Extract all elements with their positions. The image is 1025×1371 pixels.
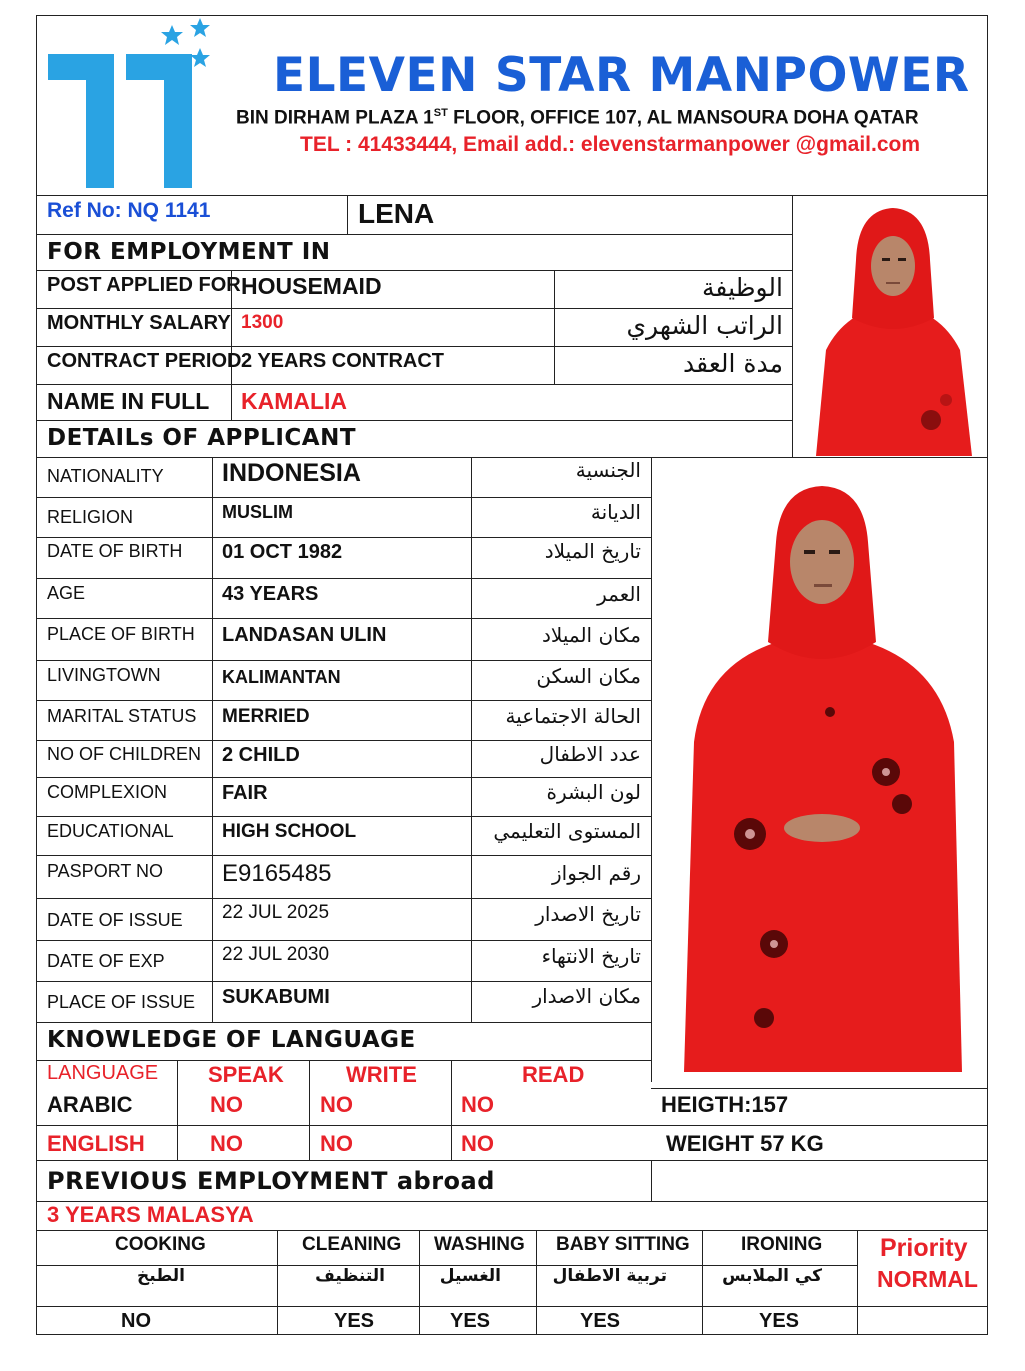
post-applied-label: POST APPLIED FOR	[47, 274, 241, 296]
previous-employment-value: 3 YEARS MALASYA	[47, 1202, 254, 1227]
skill-washing-value: YES	[450, 1310, 491, 1332]
full-name-label: NAME IN FULL	[47, 388, 210, 414]
language-heading: KNOWLEDGE OF LANGUAGE	[47, 1027, 416, 1053]
previous-employment-heading: PREVIOUS EMPLOYMENT abroad	[47, 1167, 495, 1195]
detail-arabic: مكان السكن	[536, 664, 641, 688]
speak-col-header: SPEAK	[208, 1062, 284, 1087]
detail-label: NO OF CHILDREN	[47, 744, 202, 764]
skill-cleaning-value: YES	[334, 1310, 375, 1332]
detail-arabic: الجنسية	[575, 458, 641, 482]
detail-value: E9165485	[222, 860, 332, 887]
detail-value: MERRIED	[222, 706, 310, 727]
skill-ironing-label: IRONING	[741, 1234, 823, 1255]
company-address	[236, 108, 919, 127]
detail-label: DATE OF BIRTH	[47, 541, 183, 561]
detail-value: HIGH SCHOOL	[222, 821, 357, 842]
applicant-short-name: LENA	[358, 198, 435, 229]
skill-cooking-value: NO	[121, 1310, 151, 1332]
post-applied-arabic: الوظيفة	[702, 273, 783, 302]
detail-label: AGE	[47, 583, 86, 603]
write-col-header: WRITE	[346, 1062, 417, 1087]
detail-label: EDUCATIONAL	[47, 821, 174, 841]
post-applied-value: HOUSEMAID	[241, 273, 382, 299]
skill-ironing-arabic: كي الملابس	[722, 1266, 822, 1286]
detail-value: KALIMANTAN	[222, 667, 341, 687]
contract-period-value: 2 YEARS CONTRACT	[241, 350, 444, 372]
detail-arabic: تاريخ الاصدار	[535, 902, 641, 926]
priority-value: NORMAL	[877, 1266, 978, 1292]
read-col-header: READ	[522, 1062, 585, 1087]
monthly-salary-arabic: الراتب الشهري	[626, 311, 783, 340]
contract-period-label: CONTRACT PERIOD	[47, 350, 242, 372]
arabic-speak: NO	[210, 1092, 243, 1117]
detail-arabic: المستوى التعليمي	[493, 819, 641, 843]
detail-value: 22 JUL 2030	[222, 944, 330, 965]
arabic-write: NO	[320, 1092, 353, 1117]
detail-label: MARITAL STATUS	[47, 706, 197, 726]
detail-value: FAIR	[222, 782, 268, 804]
detail-arabic: العمر	[597, 582, 641, 606]
skill-babysitting-label: BABY SITTING	[556, 1234, 690, 1255]
weight-value: WEIGHT 57 KG	[666, 1131, 824, 1156]
applicant-full-photo	[664, 462, 980, 1072]
detail-label: RELIGION	[47, 507, 134, 527]
detail-value: 43 YEARS	[222, 583, 319, 605]
detail-arabic: تاريخ الميلاد	[544, 539, 641, 563]
detail-arabic: مكان الميلاد	[542, 623, 641, 647]
skill-cleaning-label: CLEANING	[302, 1234, 402, 1255]
detail-value: LANDASAN ULIN	[222, 624, 387, 646]
detail-value: 22 JUL 2025	[222, 902, 330, 923]
detail-value: SUKABUMI	[222, 986, 330, 1008]
height-value: HEIGTH:157	[661, 1092, 789, 1117]
detail-arabic: رقم الجواز	[552, 861, 641, 885]
detail-value: INDONESIA	[222, 459, 361, 487]
details-heading: DETAILs OF APPLICANT	[47, 425, 357, 451]
skill-washing-arabic: الغسيل	[439, 1266, 501, 1286]
detail-arabic: عدد الاطفال	[539, 742, 641, 766]
address-part-2: FLOOR, OFFICE 107, AL MANSOURA DOHA QATAR	[447, 107, 919, 129]
detail-label: PASPORT NO	[47, 861, 164, 881]
language-name-english: ENGLISH	[47, 1131, 145, 1156]
company-logo	[44, 18, 214, 193]
skill-cooking-arabic: الطبخ	[137, 1266, 185, 1286]
detail-value: 01 OCT 1982	[222, 541, 343, 563]
contract-period-arabic: مدة العقد	[683, 349, 783, 378]
detail-label: NATIONALITY	[47, 466, 164, 486]
skill-ironing-value: YES	[759, 1310, 800, 1332]
monthly-salary-value: 1300	[241, 312, 284, 333]
address-superscript: ST	[433, 107, 448, 119]
monthly-salary-label: MONTHLY SALARY	[47, 312, 231, 334]
address-part-1: BIN DIRHAM PLAZA 1	[236, 107, 434, 129]
skill-cleaning-arabic: التنظيف	[315, 1266, 385, 1286]
skill-washing-label: WASHING	[434, 1234, 525, 1255]
skill-babysitting-value: YES	[580, 1310, 621, 1332]
company-contact: TEL : 41433444, Email add.: elevenstarmanpower @gmail.com	[300, 133, 921, 156]
detail-arabic: لون البشرة	[546, 780, 641, 804]
english-write: NO	[320, 1131, 353, 1156]
skill-babysitting-arabic: تربية الاطفال	[552, 1266, 667, 1286]
detail-label: PLACE OF ISSUE	[47, 992, 196, 1012]
detail-value: MUSLIM	[222, 502, 293, 522]
detail-label: COMPLEXION	[47, 782, 168, 802]
detail-label: DATE OF ISSUE	[47, 910, 183, 930]
detail-label: PLACE OF BIRTH	[47, 624, 195, 644]
detail-arabic: الحالة الاجتماعية	[505, 704, 641, 728]
english-speak: NO	[210, 1131, 243, 1156]
language-col-header: LANGUAGE	[47, 1062, 159, 1084]
company-name: ELEVEN STAR MANPOWER	[273, 48, 970, 103]
detail-arabic: تاريخ الانتهاء	[541, 944, 641, 968]
reference-number: Ref No: NQ 1141	[47, 199, 211, 222]
arabic-read: NO	[461, 1092, 494, 1117]
detail-arabic: الديانة	[590, 500, 641, 524]
detail-value: 2 CHILD	[222, 744, 300, 766]
detail-arabic: مكان الاصدار	[532, 984, 641, 1008]
priority-label: Priority	[880, 1234, 968, 1262]
skill-cooking-label: COOKING	[115, 1234, 206, 1255]
employment-heading: FOR EMPLOYMENT IN	[47, 239, 331, 265]
detail-label: DATE OF EXP	[47, 951, 165, 971]
full-name-value: KAMALIA	[241, 388, 348, 414]
detail-label: LIVINGTOWN	[47, 665, 161, 685]
english-read: NO	[461, 1131, 494, 1156]
applicant-portrait-photo	[806, 200, 980, 456]
language-name-arabic: ARABIC	[47, 1092, 133, 1117]
